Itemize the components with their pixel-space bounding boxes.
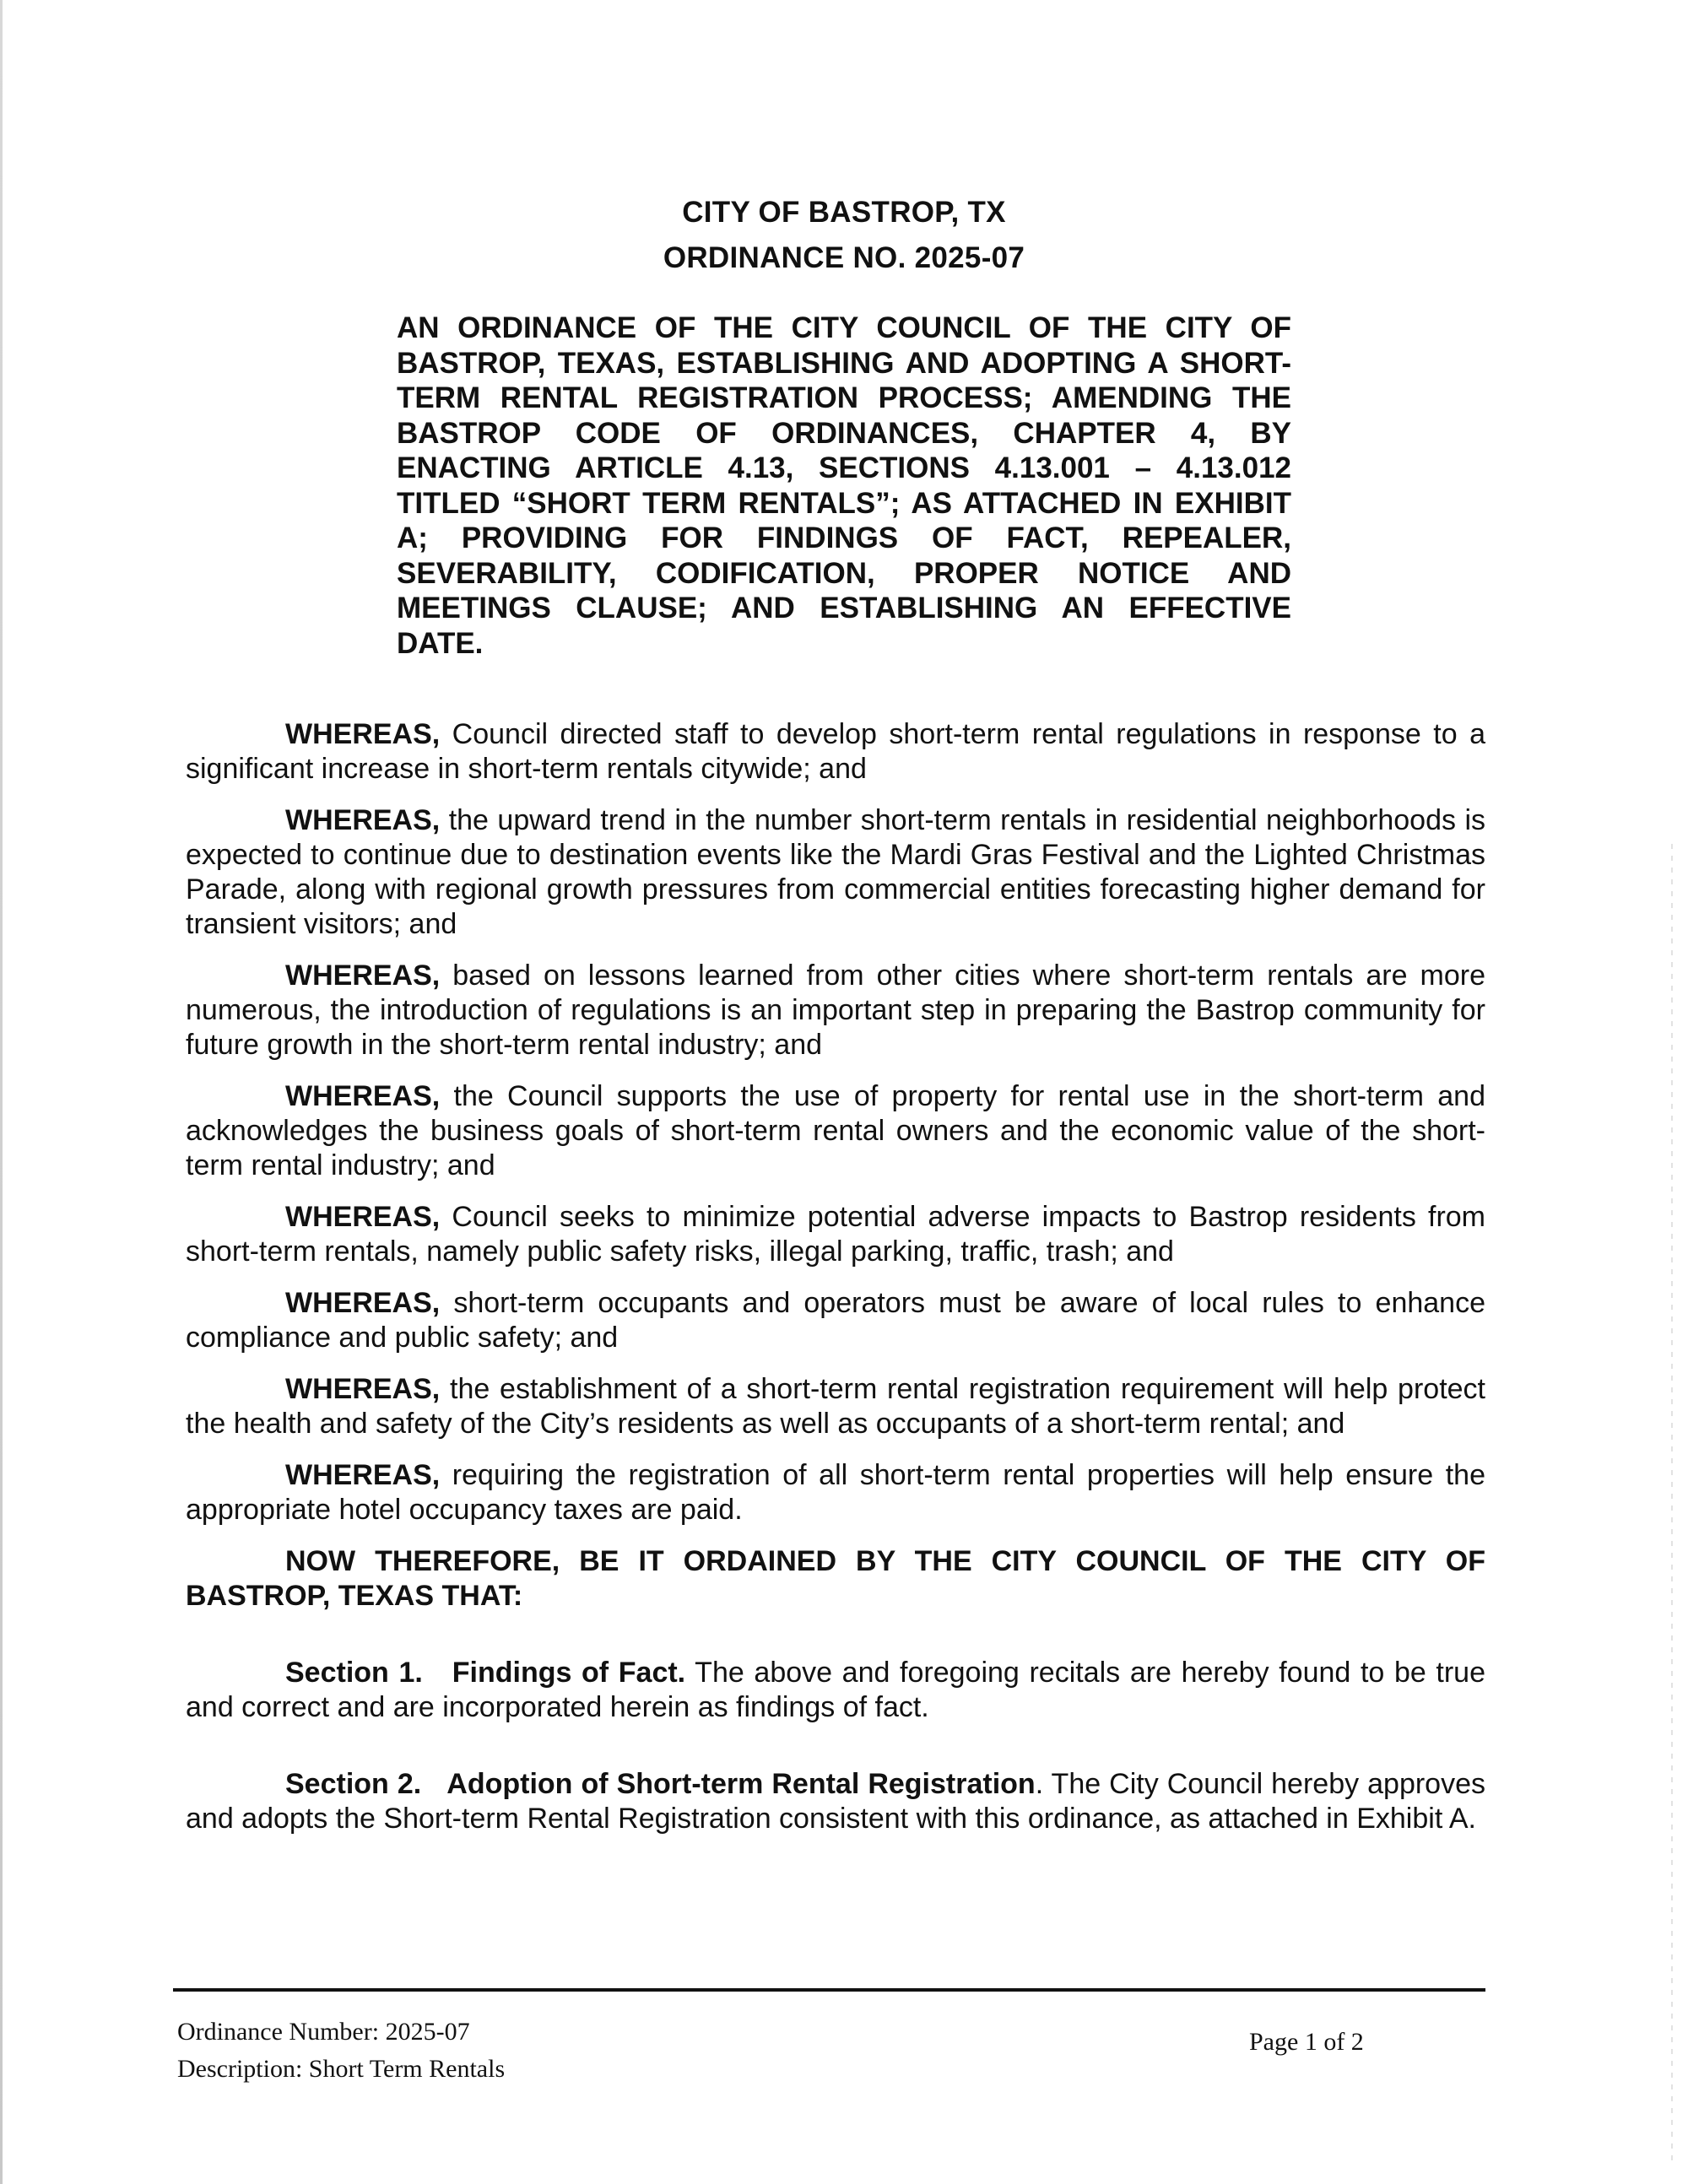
recital-paragraph xyxy=(186,1200,1485,1269)
footer-divider xyxy=(173,1988,1485,1992)
ordinance-caption: AN ORDINANCE OF THE CITY COUNCIL OF THE CITY OF BASTROP, TEXAS, ESTABLISHING AND ADOPTING A SHORT-TERM RENTAL REGISTRATION PROCESS; AMENDING THE BASTROP CODE OF ORDINANCES, CHAPTER 4, BY ENACTING ARTICLE 4.13, SECTIONS 4.13.001 – 4.13.012 TITLED “SHORT TERM RENTALS”; AS ATTACHED IN EXHIBIT A; PROVIDING FOR FINDINGS OF FACT, REPEALER, SEVERABILITY, CODIFICATION, PROPER NOTICE AND MEETINGS CLAUSE; AND ESTABLISHING AN EFFECTIVE DATE. xyxy=(397,311,1291,660)
section-title: Findings of Fact. xyxy=(452,1657,686,1689)
recital-text: requiring the registration of all short-term rental properties will help ensure the appropriate hotel occupancy taxes are paid. xyxy=(186,1459,1485,1526)
scan-edge xyxy=(0,0,3,2184)
document-heading-city: CITY OF BASTROP, TX xyxy=(682,196,1006,229)
recital-text: Council seeks to minimize potential adverse impacts to Bastrop residents from short-term rentals, namely public safety risks, illegal parking, traffic, trash; and xyxy=(186,1201,1485,1268)
recital-paragraph xyxy=(186,717,1485,787)
whereas-label: WHEREAS, xyxy=(285,718,441,750)
recital-text: the upward trend in the number short-term rentals in residential neighborhoods is expected to continue due to destination events like the Mardi Gras Festival and the Lighted Christmas Parade, along with regional growth pressures from commercial entities forecasting higher demand for transient visitors; and xyxy=(186,804,1485,940)
recital-text: Council directed staff to develop short-term rental regulations in response to a significant increase in short-term rentals citywide; and xyxy=(186,718,1485,785)
whereas-label: WHEREAS, xyxy=(285,960,441,992)
section-title: Adoption of Short-term Rental Registration xyxy=(446,1768,1036,1800)
footer-info xyxy=(177,2014,505,2088)
section-number: Section 2. xyxy=(285,1768,422,1800)
page-number: Page 1 of 2 xyxy=(1249,2028,1364,2056)
section-text: . The City Council hereby approves and adopts the Short-term Rental Registration consistent with this ordinance, as attached in Exhibit A. xyxy=(186,1768,1486,1835)
document-body xyxy=(186,717,1485,1879)
recital-paragraph xyxy=(186,803,1485,942)
whereas-label: WHEREAS, xyxy=(285,804,441,836)
section-number: Section 1. xyxy=(285,1657,423,1689)
whereas-label: WHEREAS, xyxy=(285,1287,441,1319)
section-1 xyxy=(186,1656,1485,1725)
footer-description: Description: Short Term Rentals xyxy=(177,2055,506,2083)
recital-paragraph xyxy=(186,1458,1485,1527)
section-text: The above and foregoing recitals are hereby found to be true and correct and are incorporated herein as findings of fact. xyxy=(186,1657,1485,1723)
recital-text: the establishment of a short-term rental registration requirement will help protect the health and safety of the City’s residents as well as occupants of a short-term rental; and xyxy=(186,1373,1485,1440)
section-2 xyxy=(186,1767,1485,1836)
recital-paragraph xyxy=(186,1372,1485,1441)
scan-edge xyxy=(1671,844,1673,2160)
document-heading-ordinance-number: ORDINANCE NO. 2025-07 xyxy=(663,241,1025,274)
recital-paragraph xyxy=(186,1079,1485,1183)
ordaining-clause: NOW THEREFORE, BE IT ORDAINED BY THE CITY COUNCIL OF THE CITY OF BASTROP, TEXAS THAT: xyxy=(186,1545,1485,1612)
recital-paragraph xyxy=(186,959,1485,1062)
whereas-label: WHEREAS, xyxy=(285,1201,441,1233)
recital-paragraph xyxy=(186,1286,1485,1355)
whereas-label: WHEREAS, xyxy=(285,1459,441,1491)
footer-ordinance-number: Ordinance Number: 2025-07 xyxy=(177,2018,470,2046)
recital-text: the Council supports the use of property for rental use in the short-term and acknowledges the business goals of short-term rental owners and the economic value of the short-term rental industry; and xyxy=(186,1080,1485,1181)
whereas-label: WHEREAS, xyxy=(285,1373,441,1405)
recital-text: short-term occupants and operators must be aware of local rules to enhance compliance and public safety; and xyxy=(186,1287,1485,1354)
recital-text: based on lessons learned from other cities where short-term rentals are more numerous, the introduction of regulations is an important step in preparing the Bastrop community for future growth in the short-term rental industry; and xyxy=(186,960,1485,1061)
whereas-label: WHEREAS, xyxy=(285,1080,441,1112)
